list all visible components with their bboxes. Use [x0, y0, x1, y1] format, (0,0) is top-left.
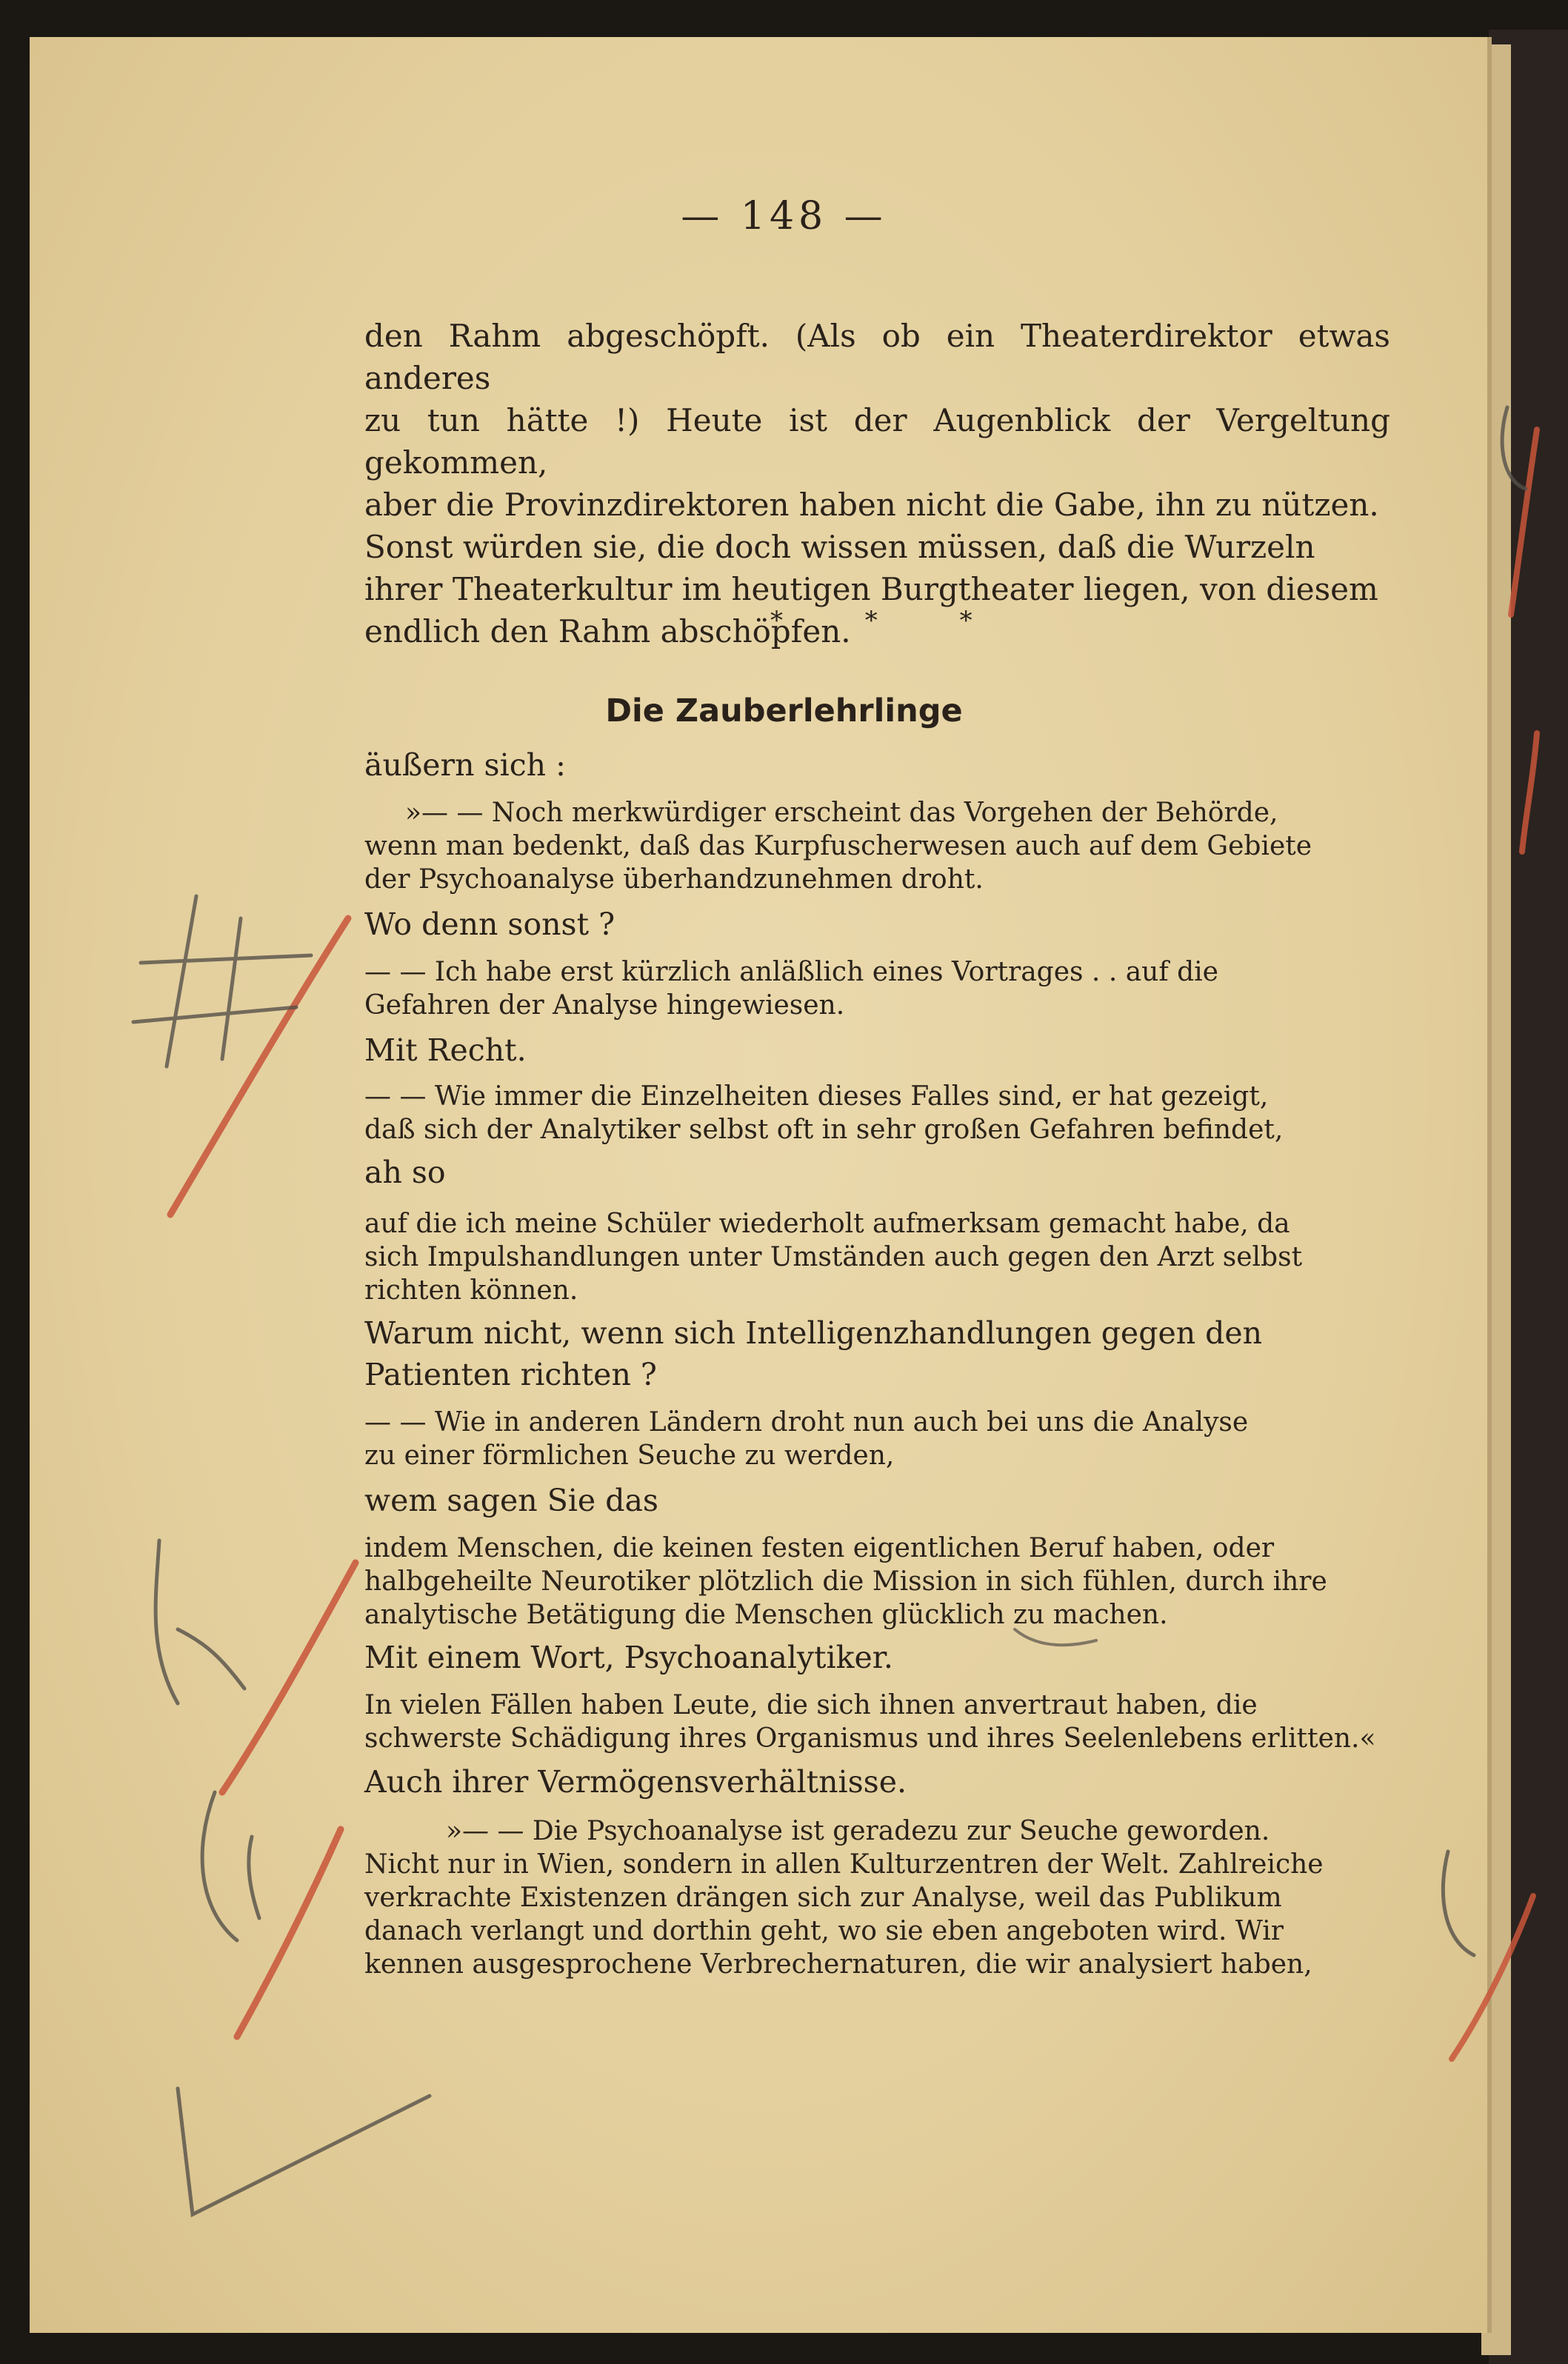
text-line: — — Ich habe erst kürzlich anläßlich eines Vortrages . . auf die — [364, 957, 1218, 987]
text-line: Nicht nur in Wien, sondern in allen Kulturzentren der Welt. Zahlreiche — [364, 1849, 1324, 1880]
text-line: Gefahren der Analyse hingewiesen. — [364, 990, 845, 1021]
text-line: analytische Betätigung die Menschen glücklich zu machen. — [364, 1600, 1168, 1630]
commentary-3: ah so — [364, 1155, 446, 1190]
intro-paragraph — [364, 315, 1390, 652]
quote-8 — [364, 1814, 1390, 1981]
section-heading: Die Zauberlehrlinge — [605, 692, 963, 729]
text-line: Warum nicht, wenn sich Intelligenzhandlungen gegen den — [364, 1315, 1263, 1351]
text-line: endlich den Rahm abschöpfen. — [364, 613, 851, 650]
quote-3 — [364, 1080, 1390, 1146]
text-line: In vielen Fällen haben Leute, die sich ihnen anvertraut haben, die — [364, 1690, 1258, 1720]
text-line: verkrachte Existenzen drängen sich zur Analyse, weil das Publikum — [364, 1883, 1282, 1913]
text-line: daß sich der Analytiker selbst oft in sehr großen Gefahren befindet, — [364, 1115, 1284, 1145]
text-line: aber die Provinzdirektoren haben nicht die Gabe, ihn zu nützen. — [364, 487, 1379, 523]
quote-5 — [364, 1406, 1390, 1472]
quote-7 — [364, 1689, 1390, 1755]
text-line: wenn man bedenkt, daß das Kurpfuscherwesen auch auf dem Gebiete — [364, 831, 1312, 861]
text-line: Sonst würden sie, die doch wissen müssen, daß die Wurzeln — [364, 529, 1315, 565]
text-line: auf die ich meine Schüler wiederholt aufmerksam gemacht habe, da — [364, 1209, 1290, 1239]
text-line: indem Menschen, die keinen festen eigentlichen Beruf haben, oder — [364, 1533, 1275, 1563]
lead-in: äußern sich : — [364, 747, 566, 783]
quote-4 — [364, 1207, 1390, 1307]
commentary-5: wem sagen Sie das — [364, 1483, 658, 1518]
text-line: richten können. — [364, 1275, 578, 1306]
text-line: kennen ausgesprochene Verbrechernaturen, die wir analysiert haben, — [364, 1949, 1312, 1980]
page-number: — 148 — — [681, 194, 887, 238]
text-line: zu tun hätte !) Heute ist der Augenblick der Vergeltung gekommen, — [364, 402, 1390, 481]
commentary-6: Mit einem Wort, Psychoanalytiker. — [364, 1640, 893, 1675]
commentary-7: Auch ihrer Vermögensverhältnisse. — [364, 1764, 907, 1800]
quote-1 — [364, 796, 1390, 896]
text-line: schwerste Schädigung ihres Organismus und ihres Seelenlebens erlitten.« — [364, 1723, 1376, 1754]
text-line: Patienten richten ? — [364, 1357, 657, 1392]
commentary-1: Wo denn sonst ? — [364, 906, 615, 942]
text-line: halbgeheilte Neurotiker plötzlich die Mission in sich fühlen, durch ihre — [364, 1566, 1327, 1597]
quote-6 — [364, 1532, 1390, 1632]
text-line: »— — Noch merkwürdiger erscheint das Vorgehen der Behörde, — [405, 798, 1278, 828]
section-separator: * * * — [770, 606, 1010, 635]
text-line: der Psychoanalyse überhandzunehmen droht. — [364, 864, 984, 895]
commentary-2: Mit Recht. — [364, 1032, 527, 1068]
text-line: danach verlangt und dorthin geht, wo sie eben angeboten wird. Wir — [364, 1916, 1284, 1946]
quote-2 — [364, 955, 1390, 1022]
text-line: zu einer förmlichen Seuche zu werden, — [364, 1440, 895, 1471]
text-line: sich Impulshandlungen unter Umständen auch gegen den Arzt selbst — [364, 1242, 1303, 1272]
commentary-4 — [364, 1312, 1390, 1395]
text-line: »— — Die Psychoanalyse ist geradezu zur Seuche geworden. — [446, 1816, 1270, 1846]
text-line: — — Wie immer die Einzelheiten dieses Falles sind, er hat gezeigt, — [364, 1081, 1269, 1112]
text-line: ihrer Theaterkultur im heutigen Burgtheater liegen, von diesem — [364, 571, 1378, 607]
text-line: den Rahm abgeschöpft. (Als ob ein Theaterdirektor etwas anderes — [364, 318, 1390, 396]
text-line: — — Wie in anderen Ländern droht nun auch bei uns die Analyse — [364, 1407, 1249, 1438]
